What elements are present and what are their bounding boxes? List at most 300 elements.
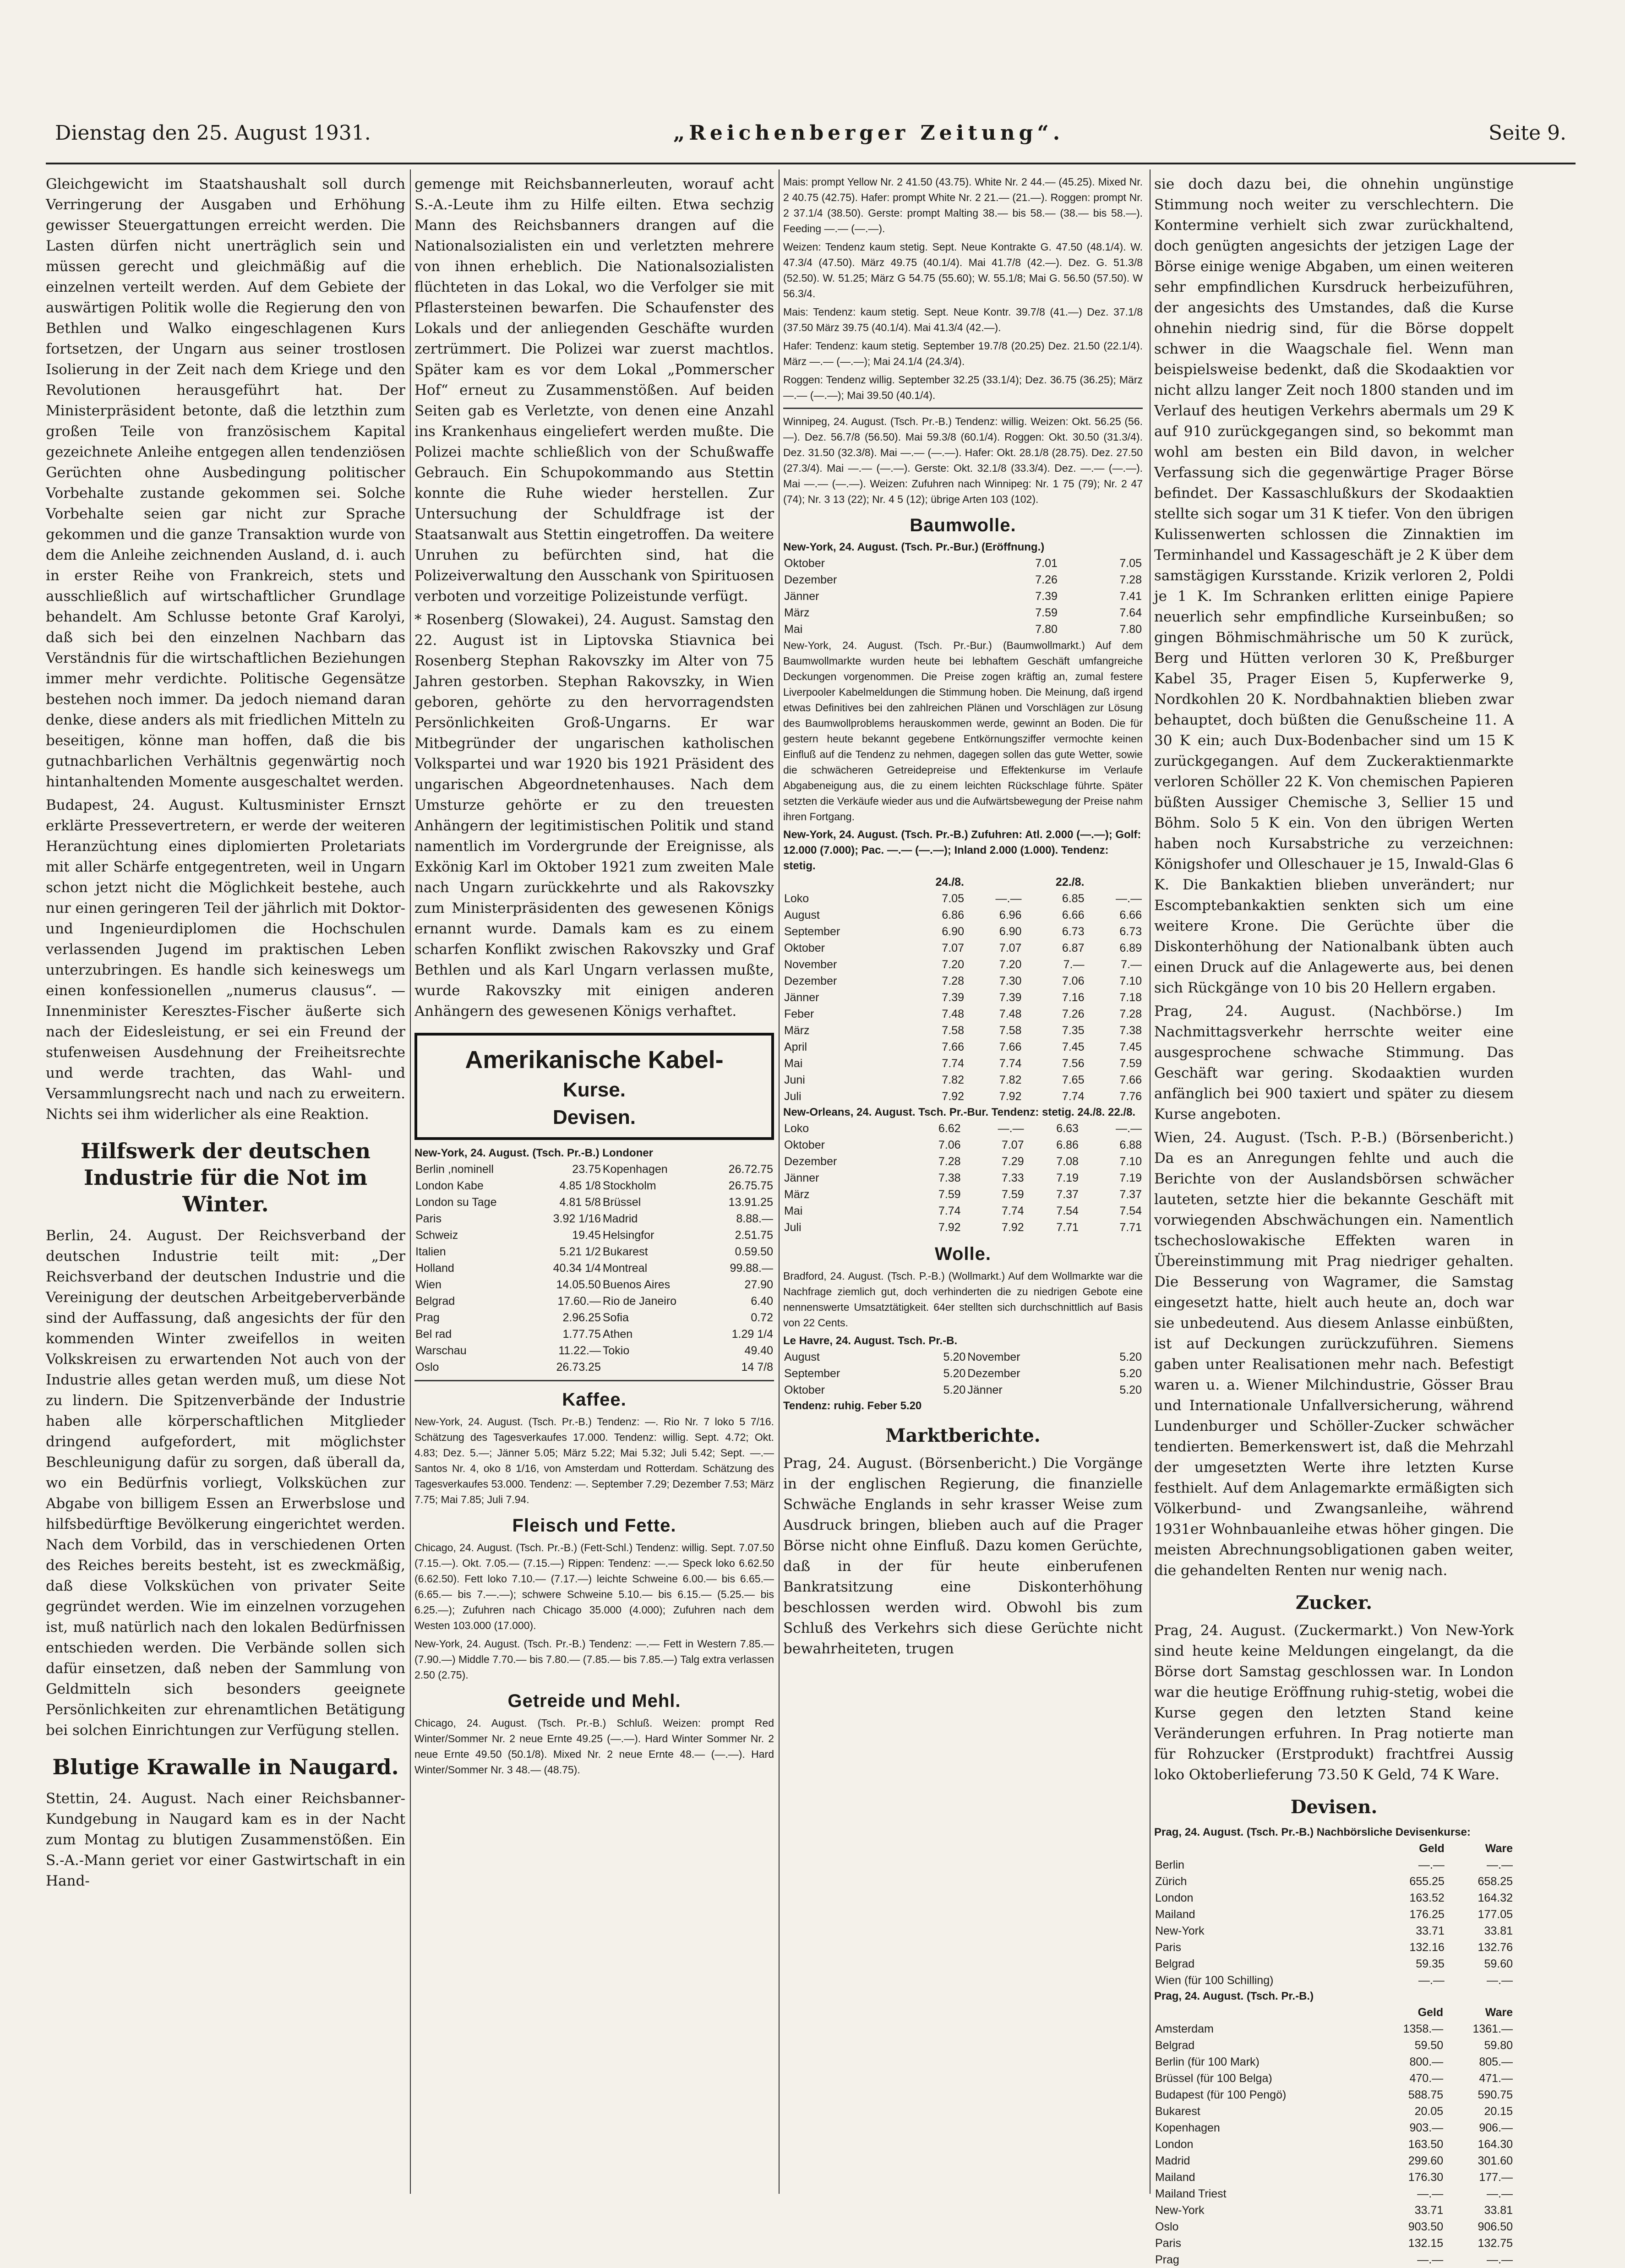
- table-cell: 7.48: [999, 1008, 1022, 1020]
- table-cell: 7.06: [1062, 975, 1085, 987]
- column-3: [783, 174, 1143, 2189]
- table-cell: 590.75: [1478, 2088, 1513, 2101]
- table-cell: —.—: [995, 892, 1022, 905]
- header-page-number: Seite 9.: [1489, 121, 1566, 145]
- table-cell: 7.38: [938, 1172, 961, 1184]
- article-paragraph: Prag, 24. August. (Nachbörse.) Im Nachmittagsverkehr herrschte weiter eine ausgesprochene schwache Stimmung. Das Geschäft war gering. Skodaaktien wurden anfänglich bei 900 taxiert und später zu diesem Kurse angeboten.: [1154, 1003, 1514, 1123]
- table-cell: 7.74: [942, 1057, 964, 1070]
- table-cell: 5.20: [1119, 1384, 1142, 1396]
- table-row: [1154, 2252, 1514, 2268]
- table-row: [414, 1293, 774, 1309]
- section-title: Devisen.: [1290, 1796, 1378, 1818]
- table-cell: Feber: [784, 1008, 814, 1020]
- table-cell: London: [1155, 1892, 1194, 1904]
- table-cell: 13.91.25: [728, 1196, 773, 1209]
- table-cell: 163.50: [1408, 2138, 1444, 2151]
- section-title: Marktberichte.: [885, 1425, 1041, 1446]
- table-cell: 6.66: [1062, 909, 1085, 921]
- table-cell: 132.75: [1478, 2237, 1513, 2250]
- table-cell: 7.28: [942, 975, 964, 987]
- table-row: [414, 1276, 774, 1293]
- table-row: [414, 1326, 774, 1342]
- table-cell: 7.29: [1001, 1155, 1024, 1168]
- table-row: [783, 940, 1143, 956]
- table-cell: 0.72: [751, 1311, 773, 1324]
- table-cell: Juli: [784, 1090, 802, 1103]
- table-cell: 658.25: [1478, 1875, 1513, 1888]
- table-cell: Helsingfor: [602, 1229, 654, 1242]
- table-cell: 7.45: [1119, 1041, 1142, 1053]
- table-cell: 4.81 5/8: [559, 1196, 601, 1209]
- column-divider: [1150, 169, 1151, 2194]
- page-header: [50, 117, 1571, 158]
- table-cell: März: [784, 606, 810, 619]
- table-cell: Stockholm: [602, 1179, 656, 1192]
- market-report: Mais: Tendenz: kaum stetig. Sept. Neue Kontr. 39.7/8 (41.—) Dez. 37.1/8 (37.50 März 39.75 (40.1/4). Mai 41.3/4 (42.—).: [783, 306, 1143, 333]
- table-cell: 906.50: [1478, 2220, 1513, 2233]
- section-dateline: New-York, 24. August. (Tsch. Pr.-Bur.) (Eröffnung.): [783, 541, 1045, 553]
- table-cell: Belgrad: [1155, 2039, 1195, 2052]
- table-cell: 7.92: [1001, 1221, 1024, 1234]
- table-cell: 7.48: [942, 1008, 964, 1020]
- table-cell: 20.15: [1484, 2105, 1513, 2118]
- table-row: [1154, 2136, 1514, 2153]
- table-cell: 6.73: [1119, 925, 1142, 938]
- table-cell: 7.07: [1001, 1139, 1024, 1151]
- column-header: Geld: [1419, 1842, 1445, 1855]
- table-row: [1154, 2186, 1514, 2202]
- table-cell: 7.20: [942, 958, 964, 971]
- table-cell: 19.45: [572, 1229, 601, 1242]
- table-row: [1154, 2169, 1514, 2186]
- new-orleans-table: [783, 1120, 1143, 1236]
- table-cell: Tokio: [602, 1344, 630, 1357]
- table-cell: 5.20: [1119, 1367, 1142, 1380]
- table-cell: Wien: [415, 1278, 442, 1291]
- column-header: [783, 874, 902, 890]
- table-cell: 164.30: [1478, 2138, 1513, 2151]
- table-cell: Athen: [602, 1328, 633, 1341]
- table-row: [414, 1227, 774, 1243]
- table-cell: Dezember: [784, 975, 837, 987]
- table-cell: 3.92 1/16: [553, 1212, 601, 1225]
- table-cell: Montreal: [602, 1262, 648, 1275]
- table-row: [1154, 1972, 1514, 1989]
- table-row: [783, 555, 1143, 572]
- table-cell: 6.96: [999, 909, 1022, 921]
- article-title: Hilfswerk der deutschen Industrie für die Not im Winter.: [81, 1139, 371, 1216]
- section-dateline: Prag, 24. August. (Tsch. Pr.-B.): [1154, 1990, 1314, 2002]
- table-cell: 7.58: [999, 1024, 1022, 1037]
- table-cell: 6.40: [751, 1295, 773, 1308]
- table-cell: November: [967, 1351, 1020, 1363]
- table-cell: Wien (für 100 Schilling): [1155, 1974, 1274, 1987]
- table-cell: Madrid: [602, 1212, 638, 1225]
- table-row: [414, 1342, 774, 1359]
- table-cell: 903.—: [1409, 2121, 1444, 2134]
- table-cell: 7.74: [938, 1205, 961, 1217]
- table-cell: Amsterdam: [1155, 2023, 1214, 2035]
- table-cell: 7.54: [1119, 1205, 1142, 1217]
- table-cell: Paris: [415, 1212, 442, 1225]
- table-cell: Rio de Janeiro: [602, 1295, 677, 1308]
- column-header: 22./8.: [1055, 876, 1085, 889]
- section-dateline: New-York, 24. August. (Tsch. Pr.-B.) Londoner: [414, 1147, 653, 1159]
- table-row: [783, 605, 1143, 621]
- table-cell: —.—: [1487, 1859, 1513, 1871]
- table-cell: 26.72.75: [728, 1163, 773, 1176]
- header-paper-name: „Reichenberger Zeitung“.: [673, 121, 1064, 145]
- column-header: [1154, 2004, 1374, 2021]
- column-header: 24./8.: [935, 876, 964, 889]
- table-cell: 7.06: [938, 1139, 961, 1151]
- table-cell: 33.71: [1414, 2204, 1444, 2217]
- prague-devisen-table: [1154, 1840, 1514, 1989]
- table-cell: 7.19: [1056, 1172, 1079, 1184]
- table-cell: 7.66: [1119, 1074, 1142, 1086]
- table-cell: März: [784, 1188, 810, 1201]
- table-cell: 7.76: [1119, 1090, 1142, 1103]
- table-cell: London: [1155, 2138, 1194, 2151]
- table-cell: 132.15: [1408, 2237, 1444, 2250]
- article-paragraph: Prag, 24. August. (Börsenbericht.) Die Vorgänge in der englischen Regierung, die finanzielle Schwäche Englands in sehr krasser Weise zum Ausdruck bringen, blieben auch auf die Prager Börse nicht ohne Einfluß. Dazu komen Gerüchte, daß in der für heute einberufenen Bankratsitzung eine Diskonterhöhung beschlossen werden wird. Obwohl bis zum Schluß des Verkehrs sich diese Gerüchte nicht bewahrheiteten, trugen: [783, 1455, 1143, 1657]
- table-cell: 471.—: [1479, 2072, 1513, 2085]
- table-cell: März: [784, 1024, 810, 1037]
- table-cell: 7.10: [1119, 1155, 1142, 1168]
- table-cell: 7.26: [1062, 1008, 1085, 1020]
- market-report: Hafer: Tendenz: kaum stetig. September 19.7/8 (20.25) Dez. 21.50 (22.1/4). März —.— (—.—); Mai 24.1/4 (24.3/4).: [783, 340, 1143, 367]
- table-cell: New-York: [1155, 2204, 1205, 2217]
- table-row: [783, 1186, 1143, 1203]
- table-cell: 23.75: [572, 1163, 601, 1176]
- table-cell: —.—: [1417, 2253, 1444, 2266]
- table-cell: 7.92: [999, 1090, 1022, 1103]
- table-cell: 903.50: [1408, 2220, 1444, 2233]
- table-cell: Jänner: [784, 590, 819, 603]
- banner-subtitle: Kurse.: [563, 1079, 626, 1101]
- table-cell: Dezember: [967, 1367, 1020, 1380]
- table-cell: 7.05: [1119, 557, 1142, 570]
- article-paragraph: Stettin, 24. August. Nach einer Reichsbanner-Kundgebung in Naugard kam es in der Nacht zum Montag zu blutigen Zusammenstößen. Ein S.-A.-Mann geriet vor einer Gastwirtschaft in ein Hand-: [46, 1790, 405, 1889]
- table-cell: 176.30: [1408, 2171, 1444, 2184]
- table-cell: Berlin: [1155, 1859, 1184, 1871]
- table-cell: 59.35: [1416, 1957, 1445, 1970]
- table-cell: 655.25: [1409, 1875, 1445, 1888]
- table-cell: Dezember: [784, 573, 837, 586]
- table-header-row: [1154, 2004, 1514, 2021]
- table-cell: Holland: [415, 1262, 454, 1275]
- table-cell: 7.66: [942, 1041, 964, 1053]
- article-paragraph: Gleichgewicht im Staatshaushalt soll durch Verringerung der Ausgaben und Erhöhung gewisser Steuergattungen erreicht werden. Die Lasten dürfen nicht unerträglich sein und müssen gerecht und gleichmäßig auf die einzelnen verteilt werden. Auf dem Gebiete der auswärtigen Politik wolle die Regierung den von Bethlen und Walko eingeschlagenen Kurs fortsetzen, der Ungarn aus seiner trostlosen Isolierung in der Zeit nach dem Kriege und den Revolutionen herausgeführt hat. Der Ministerpräsident betonte, daß die letzthin zum großen Teile von französischem Kapital gezeichnete Anleihe entgegen allen tendenziösen Gerüchten ohne Ausbedingung politischer Vorbehalte zustande gekommen sei. Solche Vorbehalte seien gar nicht zur Sprache gekommen und die ganze Transaktion wurde von dem die Anleihe zeichnenden Ausland, d. i. auch in erster Reihe von Frankreich, stets und ausschließlich auf wirtschaftlicher Grundlage behandelt. Am Schlusse betonte Graf Karolyi, daß sich bei den einzelnen Nachbarn das Verständnis für die wirtschaftlichen Beziehungen immer mehr verdichte. Politische Gegensätze bestehen noch immer. Da jedoch niemand daran denke, diese anders als mit friedlichen Mitteln zu beseitigen, könne man hoffen, daß die bis gutnachbarlichen Verhältnis gegenwärtig noch hintanhaltenden Momente ausgeschaltet werden.: [46, 176, 405, 790]
- table-cell: 7.82: [999, 1074, 1022, 1086]
- table-row: [783, 1120, 1143, 1137]
- table-cell: 7.82: [942, 1074, 964, 1086]
- table-cell: 27.90: [744, 1278, 773, 1291]
- table-cell: Belgrad: [415, 1295, 455, 1308]
- table-cell: 7.28: [1119, 1008, 1142, 1020]
- header-rule: [46, 163, 1576, 164]
- table-row: [414, 1194, 774, 1210]
- table-row: [414, 1309, 774, 1326]
- table-row: [783, 1088, 1143, 1105]
- table-row: [1154, 2120, 1514, 2136]
- table-cell: [602, 1359, 709, 1375]
- table-cell: Brüssel (für 100 Belga): [1155, 2072, 1272, 2085]
- divider: [414, 1380, 774, 1381]
- table-cell: Mai: [784, 623, 803, 636]
- market-report: New-York, 24. August. (Tsch. Pr.-B.) Tendenz: —.— Fett in Western 7.85.— (7.90.—) Middle 7.70.— bis 7.80.— (7.85.— bis 7.85.—) Talg extra verlassen 2.50 (2.75).: [414, 1638, 774, 1681]
- table-row: [414, 1178, 774, 1194]
- table-cell: 7.74: [999, 1057, 1022, 1070]
- section-title: Baumwolle.: [910, 515, 1016, 535]
- divider: [783, 408, 1143, 409]
- table-cell: 6.66: [1119, 909, 1142, 921]
- section-dateline: Le Havre, 24. August. Tsch. Pr.-B.: [783, 1335, 958, 1347]
- table-cell: Warschau: [415, 1344, 467, 1357]
- table-cell: 11.22.—: [558, 1344, 601, 1357]
- table-cell: Juni: [784, 1074, 805, 1086]
- column-4: [1154, 174, 1514, 2266]
- table-cell: Jänner: [784, 991, 819, 1004]
- table-cell: Budapest (für 100 Pengö): [1155, 2088, 1287, 2101]
- table-cell: 6.90: [999, 925, 1022, 938]
- market-report: Weizen: Tendenz kaum stetig. Sept. Neue Kontrakte G. 47.50 (48.1/4). W. 47.3/4 (47.50). März 49.75 (40.1/4). Mai 41.7/8 (42.—). Dez. G. 51.3/8 (52.50). W. 51.25; März G 54.75 (55.60); W. 55.1/8; Mai G. 56.50 (57.50). W 56.3/4.: [783, 241, 1143, 300]
- table-cell: 59.50: [1414, 2039, 1444, 2052]
- table-cell: 7.39: [1035, 590, 1058, 603]
- table-row: [783, 572, 1143, 588]
- table-row: [783, 1006, 1143, 1022]
- article-paragraph: Prag, 24. August. (Zuckermarkt.) Von New-York sind heute keine Meldungen eingelangt, da die Börse dort Samstag geschlossen war. In London war die heutige Eröffnung ruhig-stetig, wobei die Kurse gegen den letzten Stand keine Veränderungen erfuhren. In Prag notierte man für Rohzucker (Erstprodukt) frachtfrei Aussig loko Oktoberlieferung 73.50 K Geld, 74 K Ware.: [1154, 1622, 1514, 1783]
- table-cell: 1.29 1/4: [731, 1328, 773, 1341]
- table-cell: 7.92: [938, 1221, 961, 1234]
- article-paragraph: * Rosenberg (Slowakei), 24. August. Samstag den 22. August ist in Liptovska Stiavnica bei Rosenberg Stephan Rakovszky im Alter von 75 Jahren gestorben. Stephan Rakovszky, in Wien geboren, gehörte zu den hervorragendsten Persönlichkeiten Groß-Ungarns. Er war Mitbegründer der ungarischen katholischen Volkspartei und war 1920 bis 1921 Präsident des ungarischen Abgeordnetenhauses. Nach dem Umsturze gehörte er zu den treuesten Anhängern der legitimistischen Politik und stand namentlich im Vordergrunde der Ereignisse, als Exkönig Karl im Oktober 1921 zum zweiten Male nach Ungarn zurückkehrte und als Rakovszky zum Ministerpräsidenten des gewesenen Königs ernannt wurde. Damals kam es zu einem scharfen Konflikt zwischen Rakovszky und Graf Bethlen und als Karl Ungarn verlassen mußte, wurde Rakovszky mit einigen anderen Anhängern des gewesenen Königs verhaftet.: [414, 611, 774, 1020]
- table-cell: 7.54: [1056, 1205, 1079, 1217]
- table-cell: 7.74: [1062, 1090, 1085, 1103]
- table-cell: 6.73: [1062, 925, 1085, 938]
- section-title: Fleisch und Fette.: [512, 1516, 676, 1536]
- table-row: [783, 907, 1143, 923]
- table-cell: 177.05: [1478, 1908, 1513, 1921]
- table-cell: Loko: [784, 1122, 809, 1135]
- market-banner: [414, 1033, 774, 1140]
- table-header-row: [1154, 1840, 1514, 1857]
- table-cell: Oktober: [784, 942, 825, 954]
- table-row: [783, 1382, 1143, 1398]
- section-title: Getreide und Mehl.: [507, 1691, 681, 1711]
- table-cell: 7.56: [1062, 1057, 1085, 1070]
- table-cell: 7.30: [999, 975, 1022, 987]
- table-cell: —.—: [1417, 2187, 1444, 2200]
- table-cell: 301.60: [1478, 2154, 1513, 2167]
- table-row: [1154, 2021, 1514, 2037]
- table-cell: Bel rad: [415, 1328, 452, 1341]
- table-cell: —.—: [1418, 1859, 1445, 1871]
- table-cell: —.—: [1116, 892, 1142, 905]
- table-row: [1154, 2070, 1514, 2087]
- table-cell: 7.—: [1121, 958, 1142, 971]
- table-row: [783, 588, 1143, 605]
- table-cell: 7.07: [999, 942, 1022, 954]
- table-cell: Brüssel: [602, 1196, 641, 1209]
- article-paragraph: sie doch dazu bei, die ohnehin ungünstige Stimmung noch weiter zu verschlechtern. Die Kontermine verhielt sich zwar zurückhaltend, doch genügten angesichts der jetzigen Lage der Börse einige wenige Abgaben, um einen weiteren sehr empfindlichen Kursdruck herbeizuführen, der angesichts des Umstandes, daß die Kurse ohnehin niedrig sind, für die Börse doppelt schwer in die Waagschale fiel. Wenn man beispielsweise bedenkt, daß die Skodaaktien vor nicht allzu langer Zeit noch 1800 standen und im Verlauf des heutigen Verkehrs abermals um 29 K auf 910 zurückgegangen sind, so bekommt man wohl am besten ein Bild davon, in welcher Verfassung sich die gegenwärtige Prager Börse befindet. Der Kassaschlußkurs der Skodaaktien stellte sich sogar um 31 K tiefer. Von den übrigen Kulissenwerten schlossen die Zinnaktien im Terminhandel und Kassageschäft je 2 K über dem samstägigen Kursstande. Krizik verloren 2, Poldi je 1 K. Im Schranken erlitten einige Papiere neuerlich sehr empfindliche Kurseinbußen; so gingen Böhmischmährische um 50 K zurück, Berg und Hütten verloren 30 K, Preßburger Kabel 35, Prager Eisen 5, Kupferwerke 9, Nordkohlen 20 K. Nordbahnaktien blieben zwar behauptet, doch büßten die Genußscheine 11. A 30 K ein; auch Dux-Bodenbacher sind um 15 K zurückgegangen. Auf dem Zuckeraktienmarkte verloren Schöller 22 K. Von chemischen Papieren büßten Aussiger Chemische 3, Sellier 15 und Böhm. Solo 5 K ein. Von den übrigen Werten haben noch Kursabstriche zu verzeichnen: Königshofer und Olleschauer je 15, Inwald-Glas 6 K. Die Bankaktien blieben unverändert; nur Escomptebankaktien senkten sich um eine weitere Krone. Die Gerüchte über die Diskonterhöhung der Nationalbank übten auch einen Druck auf die Anlagewerte aus, bei denen sich Rückgänge von 10 bis 20 Hellern ergaben.: [1154, 176, 1514, 996]
- table-cell: 7.80: [1119, 623, 1142, 636]
- table-row: [783, 1022, 1143, 1039]
- market-report: New-York, 24. August. (Tsch. Pr.-Bur.) (Baumwollmarkt.) Auf dem Baumwollmarkte wurden heute bei lebhaftem Geschäft umfangreiche Deckungen vorgenommen. Die Preise zogen kräftig an, zumal festere Liverpooler Kabelmeldungen die Stimmung hoben. Die Meinung, daß irgend etwas Definitives bei den zahlreichen Plänen und Vorschlägen zur Lösung des Baumwollproblems herauskommen werde, gewinnt an Boden. Die für gestern heute bekannt gegebene Entkörnungsziffer vermochte keinen Einfluß auf die Tendenz zu nehmen, dagegen sollen das gute Wetter, sowie die schwächeren Getreidepreise und Effektenkurse im Verlaufe Abgabeneigung aus, die zu einem leichten Rückschlage führte. Später setzten die Verkäufe wieder aus und die Aufwärtsbewegung der Preise nahm ihren Fortgang.: [783, 639, 1143, 823]
- table-row: [783, 1365, 1143, 1382]
- market-report: Mais: prompt Yellow Nr. 2 41.50 (43.75). White Nr. 2 44.— (45.25). Mixed Nr. 2 40.75 (42.75). Hafer: prompt White Nr. 2 21.— (21.—). Roggen: prompt Nr. 2 37.1/4 (38.50). Gerste: prompt Malting 38.— bis 58.— (38.— bis 58.—). Feeding —.— (—.—).: [783, 176, 1143, 234]
- table-cell: Schweiz: [415, 1229, 458, 1242]
- column-header: Geld: [1418, 2006, 1444, 2019]
- table-cell: 7.59: [938, 1188, 961, 1201]
- table-header-row: [783, 874, 1143, 890]
- table-row: [1154, 1923, 1514, 1939]
- tendency-line: Tendenz: ruhig. Feber 5.20: [783, 1400, 922, 1412]
- column-header: Ware: [1485, 2006, 1513, 2019]
- article-paragraph: Berlin, 24. August. Der Reichsverband der deutschen Industrie teilt mit: „Der Reichsverband der deutschen Industrie und die Vereinigung der deutschen Arbeitgeberverbände sind der Auffassung, daß angesichts der für den kommenden Winter zweifellos in weiten Volkskreisen zu erwartenden Not auch von der Industrie alles getan werden muß, um diese Not zu lindern. Die Spitzenverbände der Industrie haben alle körperschaftlichen Mitglieder dringend aufgefordert, mit möglichster Beschleunigung dafür zu sorgen, daß überall da, wo ein Bedürfnis vorliegt, Volksküchen zur Abgabe von billigem Essen an Erwerbslose und hilfsbedürftige Bevölkerung eingerichtet werden. Nach dem Vorbild, das in verschiedenen Orten des Reiches bereits besteht, ist es zweckmäßig, daß diese Volksküchen von privater Seite gegründet werden. Wie im einzelnen vorzugehen ist, muß natürlich nach den lokalen Bedürfnissen entschieden werden. Die Verbände sollen sich dafür einsetzen, daß neben der Sammlung von Geldmitteln sich besonders geeignete Persönlichkeiten zur ehrenamtlichen Betätigung bei solchen Einrichtungen zur Verfügung stellen.: [46, 1227, 405, 1739]
- table-cell: 17.60.—: [557, 1295, 601, 1308]
- table-cell: 163.52: [1409, 1892, 1445, 1904]
- table-row: [1154, 1939, 1514, 1956]
- table-cell: Kopenhagen: [602, 1163, 668, 1176]
- table-cell: Belgrad: [1155, 1957, 1195, 1970]
- le-havre-table: [783, 1349, 1143, 1398]
- column-divider: [779, 169, 780, 2194]
- table-cell: 6.86: [1056, 1139, 1079, 1151]
- table-cell: New-York: [1155, 1925, 1205, 1937]
- column-1: [46, 174, 405, 2189]
- table-cell: 6.62: [938, 1122, 961, 1135]
- market-report: Chicago, 24. August. (Tsch. Pr.-B.) (Fett-Schl.) Tendenz: willig. Sept. 7.07.50 (7.15.—). Okt. 7.05.— (7.15.—) Rippen: Tendenz: —.— Speck loko 6.62.50 (6.62.50). Fett loko 7.10.— (7.17.—) leichte Schweine 6.00.— bis 6.65.— (6.65.— bis 7.—.—); schwere Schweine 5.10.— bis 6.15.— (5.25.— bis 6.25.—); Zufuhren nach Chicago 35.000 (4.000); Zufuhren nach dem Westen 103.000 (17.000).: [414, 1542, 774, 1631]
- column-header: Ware: [1485, 1842, 1513, 1855]
- table-cell: Jänner: [967, 1384, 1003, 1396]
- table-cell: 8.88.—: [736, 1212, 773, 1225]
- table-cell: 176.25: [1409, 1908, 1445, 1921]
- table-cell: Mailand: [1155, 2171, 1195, 2184]
- table-cell: 132.16: [1409, 1941, 1445, 1954]
- table-cell: —.—: [1487, 1974, 1513, 1987]
- table-row: [783, 973, 1143, 989]
- table-cell: 26.75.75: [728, 1179, 773, 1192]
- table-cell: Oktober: [784, 1384, 825, 1396]
- table-row: [414, 1359, 774, 1375]
- table-cell: 33.81: [1484, 2204, 1513, 2217]
- column-divider: [410, 169, 411, 2194]
- table-cell: Bukarest: [602, 1245, 648, 1258]
- table-row: [783, 1072, 1143, 1088]
- table-cell: Loko: [784, 892, 809, 905]
- table-cell: 7.92: [942, 1090, 964, 1103]
- table-cell: Juli: [784, 1221, 802, 1234]
- column-2: [414, 174, 774, 2189]
- table-cell: 800.—: [1409, 2055, 1444, 2068]
- table-row: [1154, 1906, 1514, 1923]
- table-cell: 5.20: [1119, 1351, 1142, 1363]
- table-cell: August: [784, 1351, 820, 1363]
- table-cell: 7.45: [1062, 1041, 1085, 1053]
- table-cell: 26.73.25: [556, 1361, 601, 1374]
- article-title: Blutige Krawalle in Naugard.: [52, 1755, 399, 1779]
- table-cell: 14 7/8: [741, 1361, 773, 1374]
- table-row: [783, 1055, 1143, 1072]
- table-cell: Dezember: [784, 1155, 837, 1168]
- article-paragraph: gemenge mit Reichsbannerleuten, worauf acht S.-A.-Leute ihm zu Hilfe eilten. Etwa sechzig Mann des Reichsbanners drangen auf die Nationalsozialisten ein und verletzten mehrere von ihnen erheblich. Die Nationalsozialisten flüchteten in das Lokal, wo die Verfolger sie mit Pflastersteinen bewarfen. Die Schaufenster des Lokals und der anliegenden Geschäfte wurden zertrümmert. Die Polizei war zuerst machtlos. Später kam es vor dem Lokal „Pommerscher Hof“ erneut zu Zusammenstößen. Auf beiden Seiten gab es Verletzte, von denen eine Anzahl ins Krankenhaus eingeliefert werden mußte. Die Polizei machte schließlich von der Schußwaffe Gebrauch. Ein Schupokommando aus Stettin konnte die Ruhe wieder herstellen. Zur Untersuchung der Schuldfrage ist der Staatsanwalt aus Stettin eingetroffen. Da weitere Unruhen zu befürchten sind, hat die Polizeiverwaltung den Ausschank von Spirituosen verboten und vorzeitige Polizeistunde verfügt.: [414, 176, 774, 605]
- table-cell: —.—: [1487, 2253, 1513, 2266]
- section-title: Zucker.: [1295, 1592, 1373, 1614]
- table-cell: Oktober: [784, 557, 825, 570]
- table-cell: 1.77.75: [562, 1328, 601, 1341]
- table-row: [783, 1039, 1143, 1055]
- market-report: Roggen: Tendenz willig. September 32.25 (33.1/4); Dez. 36.75 (36.25); März —.— (—.—); Mai 39.50 (40.1/4).: [783, 374, 1143, 401]
- table-cell: 99.88.—: [730, 1262, 773, 1275]
- table-cell: Buenos Aires: [602, 1278, 671, 1291]
- table-cell: 470.—: [1409, 2072, 1444, 2085]
- table-cell: 6.86: [942, 909, 964, 921]
- table-cell: 5.21 1/2: [559, 1245, 601, 1258]
- table-cell: Paris: [1155, 2237, 1181, 2250]
- table-cell: Paris: [1155, 1941, 1181, 1954]
- table-cell: 7.66: [999, 1041, 1022, 1053]
- market-report: New-York, 24. August. (Tsch. Pr.-B.) Tendenz: —. Rio Nr. 7 loko 5 7/16. Schätzung des Tagesverkaufes 17.000. Tendenz: willig. Sept. 4.72; Okt. 4.83; Dez. 5.—; Jänner 5.05; März 5.22; Mai 5.32; Juli 5.42; Sept. —.— Santos Nr. 4, oko 8 1/16, von Amsterdam und Rotterdam. Schätzung des Tagesverkaufes 53.000. Tendenz: —. September 7.29; Dezember 7.53; März 7.75; Mai 7.85; Juli 7.94.: [414, 1416, 774, 1505]
- table-cell: 6.85: [1062, 892, 1085, 905]
- table-row: [414, 1260, 774, 1276]
- header-date: Dienstag den 25. August 1931.: [55, 121, 371, 145]
- table-cell: 1361.—: [1472, 2023, 1513, 2035]
- table-cell: 7.10: [1119, 975, 1142, 987]
- table-cell: September: [784, 925, 840, 938]
- table-cell: 5.20: [943, 1384, 966, 1396]
- table-row: [783, 923, 1143, 940]
- table-cell: 7.33: [1001, 1172, 1024, 1184]
- table-cell: 4.85 1/8: [559, 1179, 601, 1192]
- table-row: [783, 1170, 1143, 1186]
- table-cell: 6.89: [1119, 942, 1142, 954]
- table-row: [783, 956, 1143, 973]
- column-header: [1085, 874, 1143, 890]
- table-cell: Prag: [1155, 2253, 1179, 2266]
- table-cell: 7.37: [1056, 1188, 1079, 1201]
- table-cell: 59.80: [1484, 2039, 1513, 2052]
- table-cell: 7.41: [1119, 590, 1142, 603]
- table-cell: Mailand Triest: [1155, 2187, 1227, 2200]
- table-cell: 1358.—: [1403, 2023, 1444, 2035]
- table-cell: 5.20: [943, 1351, 966, 1363]
- table-cell: 7.28: [1119, 573, 1142, 586]
- table-cell: 6.87: [1062, 942, 1085, 954]
- cotton-opening-table: [783, 555, 1143, 638]
- table-row: [783, 1137, 1143, 1153]
- table-cell: 906.—: [1479, 2121, 1513, 2134]
- table-row: [414, 1210, 774, 1227]
- table-cell: 6.88: [1119, 1139, 1142, 1151]
- table-row: [1154, 1956, 1514, 1972]
- section-dateline: New-York, 24. August. (Tsch. Pr.-B.) Zufuhren: Atl. 2.000 (—.—); Golf: 12.000 (7.000); Pac. —.— (—.—); Inland 2.000 (1.000). Tendenz: stetig.: [783, 829, 1141, 872]
- table-cell: 20.05: [1414, 2105, 1444, 2118]
- table-cell: 7.71: [1056, 1221, 1079, 1234]
- devisen-table: [414, 1161, 774, 1375]
- table-cell: 14.05.50: [556, 1278, 601, 1291]
- table-cell: 7.35: [1062, 1024, 1085, 1037]
- table-row: [1154, 2235, 1514, 2252]
- market-report: Chicago, 24. August. (Tsch. Pr.-B.) Schluß. Weizen: prompt Red Winter/Sommer Nr. 2 neue Ernte 49.25 (—.—). Hard Winter Sommer Nr. 2 neue Ernte 49.50 (50.1/8). Mixed Nr. 2 neue Ernte 48.— (—.—). Hard Winter/Sommer Nr. 3 48.— (48.75).: [414, 1717, 774, 1776]
- table-row: [1154, 2054, 1514, 2070]
- table-cell: London su Tage: [415, 1196, 497, 1209]
- table-cell: Mai: [784, 1057, 803, 1070]
- table-cell: 7.19: [1119, 1172, 1142, 1184]
- table-cell: 7.26: [1035, 573, 1058, 586]
- table-row: [414, 1161, 774, 1178]
- table-cell: 7.59: [1119, 1057, 1142, 1070]
- column-header: [1154, 1840, 1377, 1857]
